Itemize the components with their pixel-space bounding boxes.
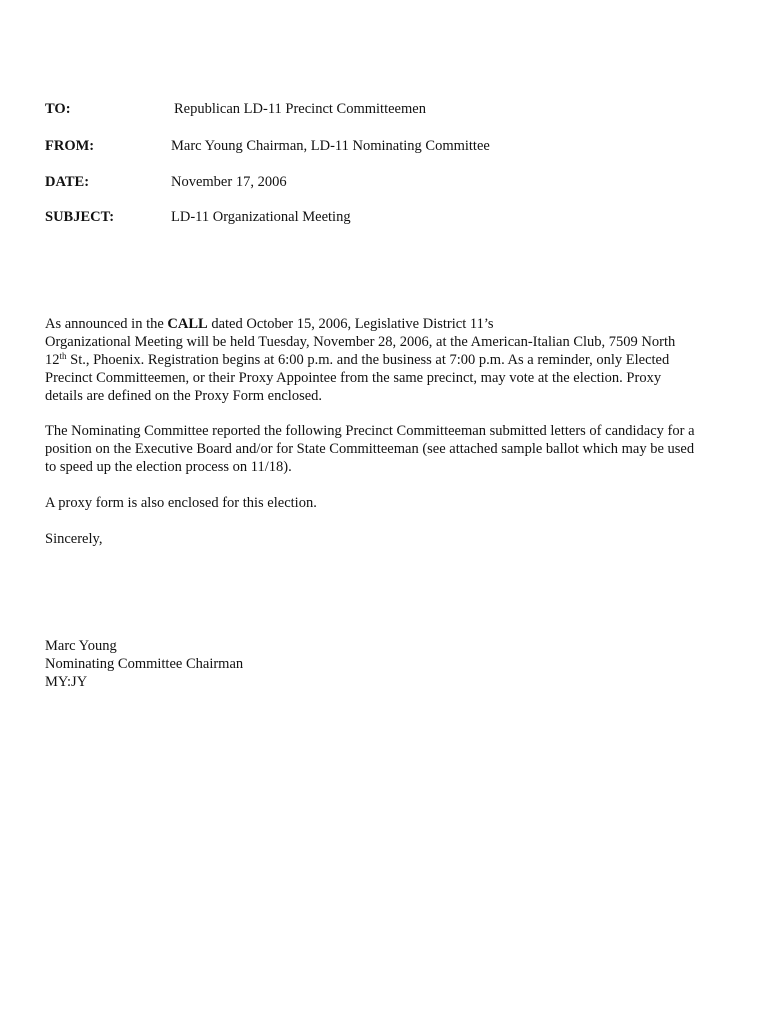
text-run: St., Phoenix. Registration begins at 6:00 p.m. and the business at 7:00 p.m. As a reminder, only Elected <box>66 352 670 368</box>
signer-title: Nominating Committee Chairman <box>45 656 244 672</box>
text-run: dated October 15, 2006, Legislative District 11’s <box>207 316 494 332</box>
call-emphasis: CALL <box>167 316 208 332</box>
subject-label: SUBJECT: <box>45 209 115 225</box>
street-number: 12 <box>45 352 60 368</box>
paragraph-line: Precinct Committeemen, or their Proxy Appointee from the same precinct, may vote at the election. Proxy <box>45 370 662 386</box>
date-label: DATE: <box>45 174 90 190</box>
ordinal-suffix: th <box>59 351 67 361</box>
closing-text: Sincerely, <box>45 531 103 547</box>
paragraph-line: to speed up the election process on 11/18). <box>45 459 292 475</box>
closing-salutation <box>45 530 735 548</box>
signature-block <box>45 637 243 691</box>
to-value: Republican LD-11 Precinct Committeemen <box>174 101 426 117</box>
paragraph-nominating-committee <box>45 422 735 476</box>
paragraph-line: position on the Executive Board and/or for State Committeeman (see attached sample ballot which may be used <box>45 441 695 457</box>
paragraph-line <box>45 315 735 333</box>
paragraph-meeting-announcement <box>45 315 735 405</box>
paragraph-proxy-form <box>45 494 735 512</box>
from-value: Marc Young Chairman, LD-11 Nominating Committee <box>171 138 490 154</box>
subject-value: LD-11 Organizational Meeting <box>171 209 351 225</box>
typist-initials: MY:JY <box>45 674 88 690</box>
signer-name: Marc Young <box>45 638 117 654</box>
to-label: TO: <box>45 101 71 117</box>
paragraph-line: Organizational Meeting will be held Tuesday, November 28, 2006, at the American-Italian Club, 7509 North <box>45 334 676 350</box>
text-run: As announced in the <box>45 316 168 332</box>
paragraph-line <box>45 351 735 369</box>
paragraph-line: The Nominating Committee reported the following Precinct Committeeman submitted letters of candidacy for a <box>45 423 695 439</box>
paragraph-line: A proxy form is also enclosed for this election. <box>45 495 317 511</box>
from-label: FROM: <box>45 138 95 154</box>
paragraph-line: details are defined on the Proxy Form enclosed. <box>45 388 323 404</box>
date-value: November 17, 2006 <box>171 174 287 190</box>
